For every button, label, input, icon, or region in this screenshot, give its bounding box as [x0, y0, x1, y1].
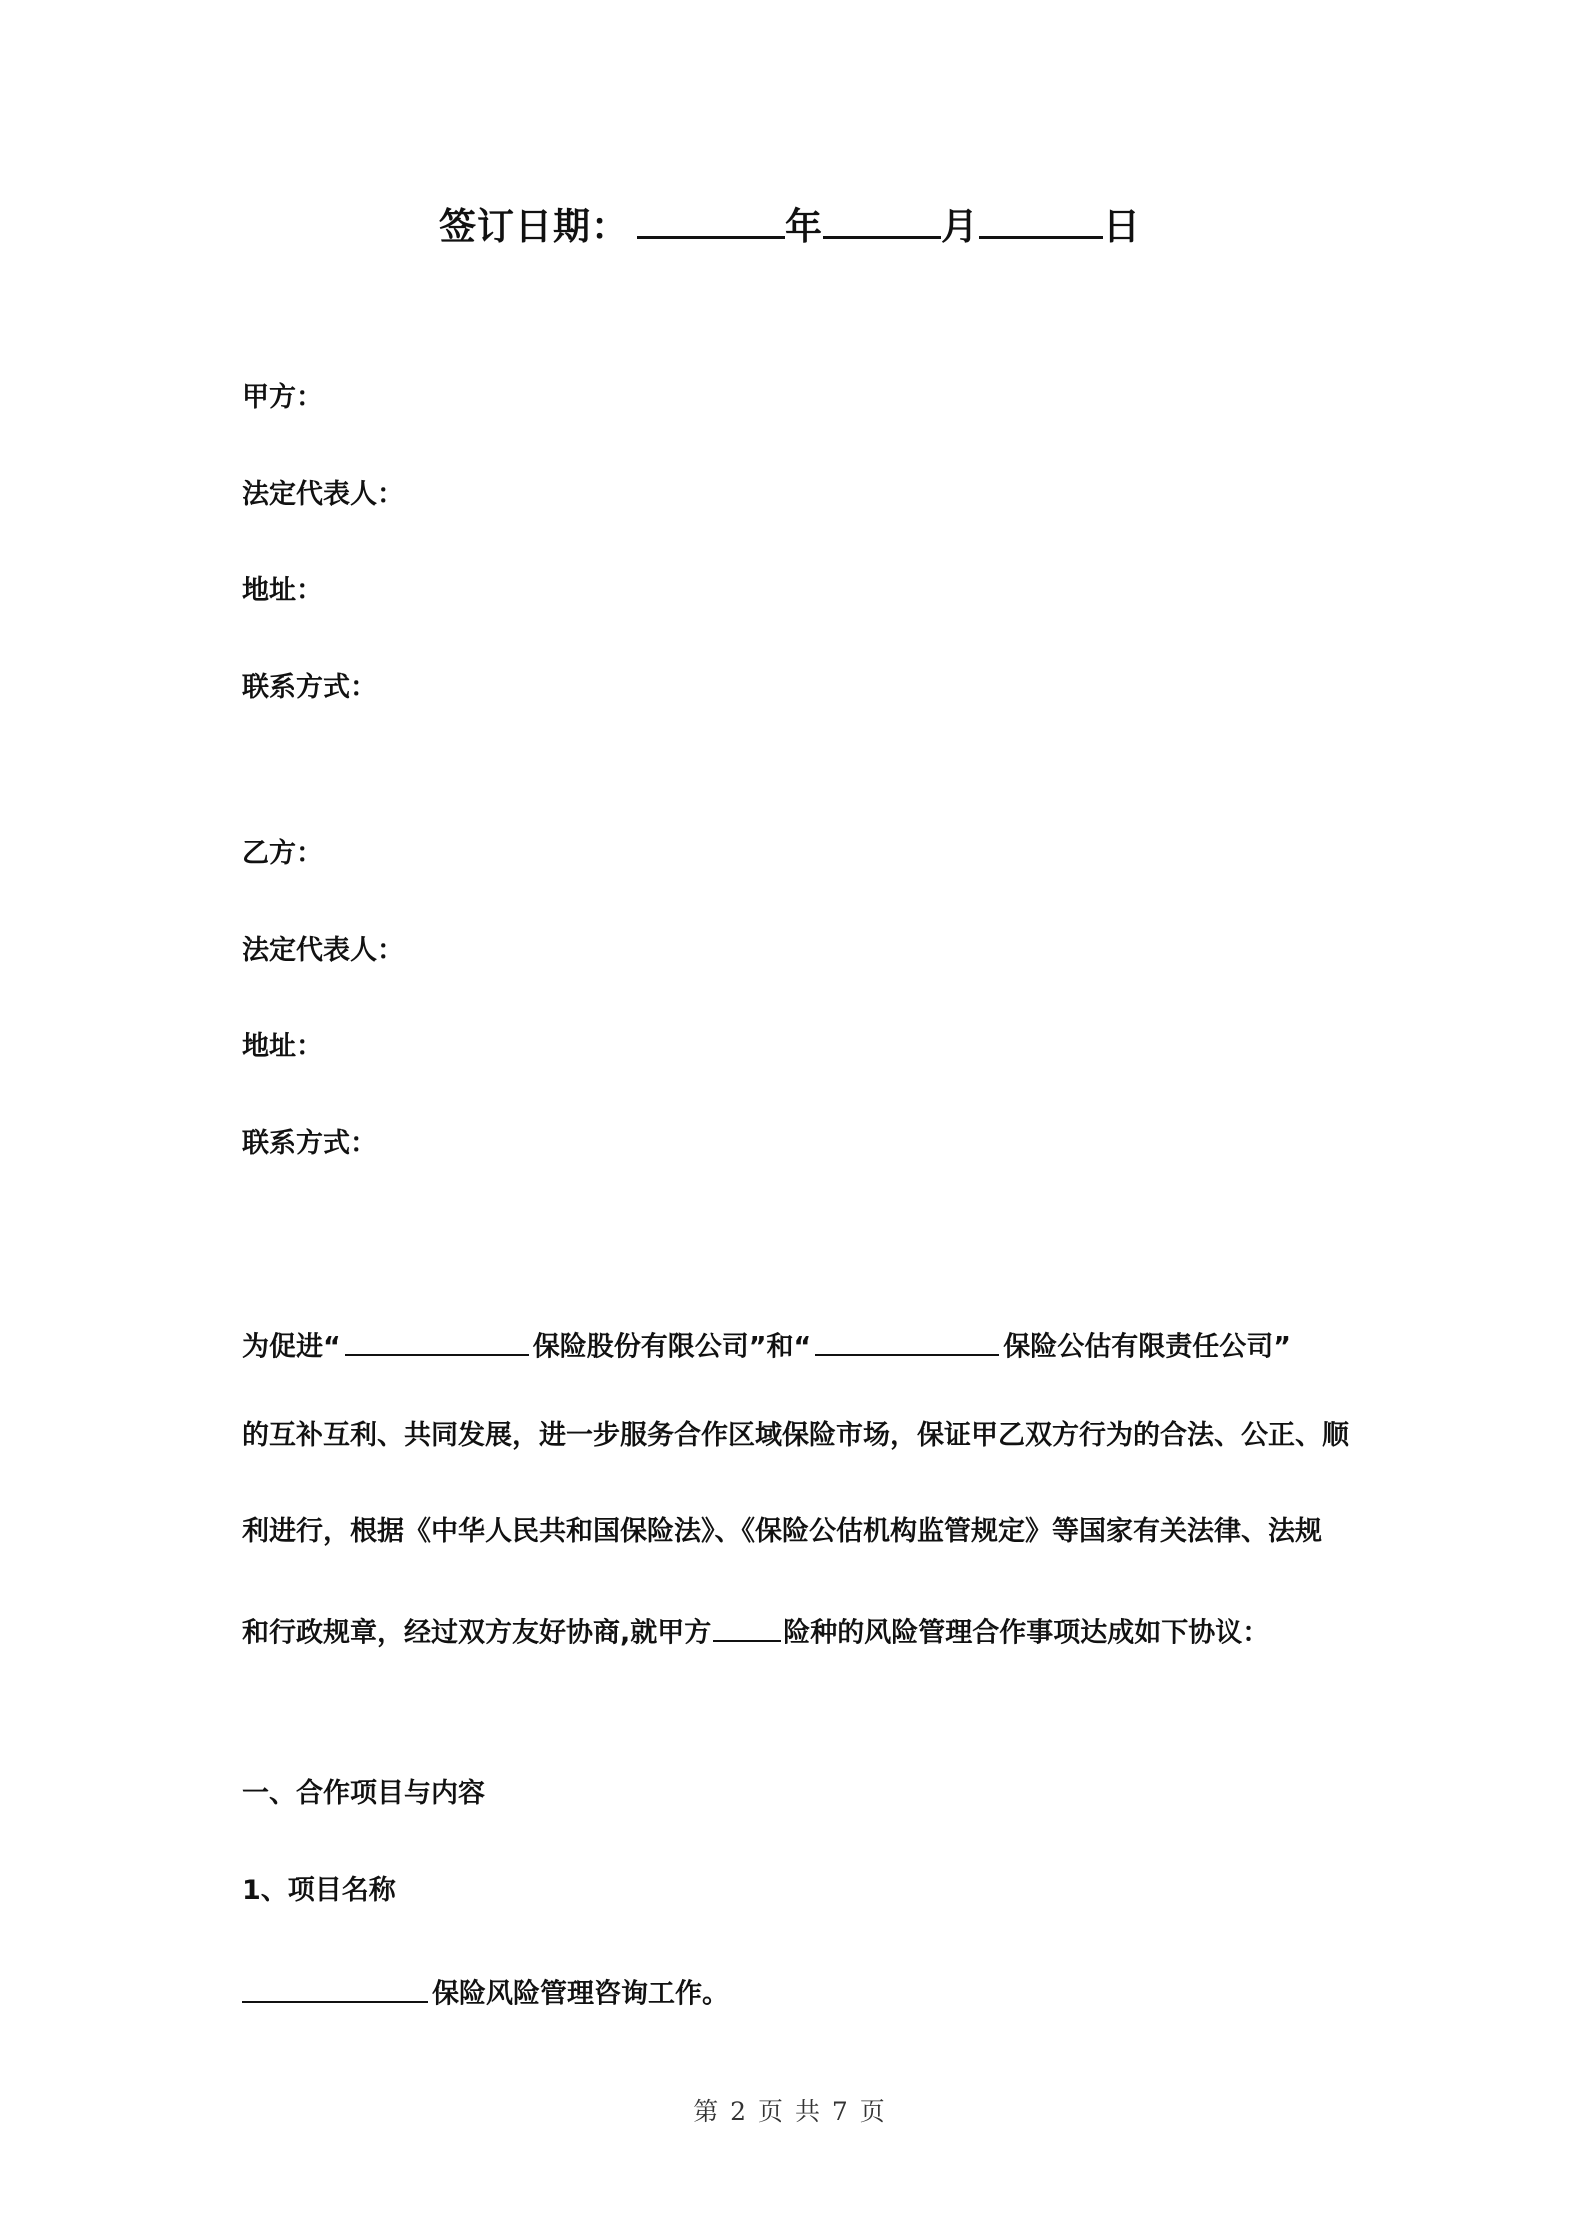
- party-b-label: 乙方：: [242, 838, 323, 869]
- company-b-blank: [815, 1328, 999, 1356]
- intro-l4-a: 和行政规章，经过双方友好协商,就甲方: [242, 1617, 712, 1649]
- page-number: 第 2 页 共 7 页: [693, 2097, 887, 2126]
- item-1-text: [242, 1975, 729, 2008]
- party-a-label: 甲方：: [242, 382, 323, 413]
- intro-l4-b: 险种的风险管理合作事项达成如下协议：: [783, 1617, 1270, 1649]
- intro-l1-c: 保险公估有限责任公司”: [1003, 1331, 1291, 1363]
- insurance-type-blank: [713, 1614, 781, 1642]
- month-label: 月: [941, 205, 979, 248]
- month-blank: [823, 199, 941, 239]
- company-a-blank: [345, 1328, 529, 1356]
- day-blank: [979, 199, 1103, 239]
- section-1-heading: 一、合作项目与内容: [242, 1778, 485, 1809]
- day-label: 日: [1103, 205, 1141, 248]
- signing-date-title: [0, 196, 1580, 250]
- party-a-rep-label: 法定代表人：: [242, 479, 404, 510]
- party-a-contact-label: 联系方式：: [242, 672, 377, 703]
- party-b-rep-label: 法定代表人：: [242, 935, 404, 966]
- year-blank: [637, 199, 785, 239]
- item-1-text-label: 保险风险管理咨询工作。: [432, 1978, 729, 2010]
- intro-line-2: 的互补互利、共同发展，进一步服务合作区域保险市场，保证甲乙双方行为的合法、公正、顺: [242, 1420, 1349, 1451]
- party-b-contact-label: 联系方式：: [242, 1128, 377, 1159]
- party-a-address-label: 地址：: [242, 575, 323, 606]
- item-1-title: 1、项目名称: [242, 1875, 396, 1906]
- party-b-address-label: 地址：: [242, 1031, 323, 1062]
- intro-line-3: 利进行，根据《中华人民共和国保险法》、《保险公估机构监管规定》等国家有关法律、法规: [242, 1516, 1322, 1547]
- signing-date-label: 签订日期：: [439, 205, 629, 248]
- intro-l1-b: 保险股份有限公司”和“: [532, 1331, 812, 1363]
- intro-line-4: [242, 1614, 1269, 1647]
- intro-l1-a: 为促进“: [242, 1331, 341, 1363]
- project-name-blank: [242, 1975, 428, 2003]
- year-label: 年: [785, 205, 823, 248]
- intro-line-1: [242, 1328, 1291, 1361]
